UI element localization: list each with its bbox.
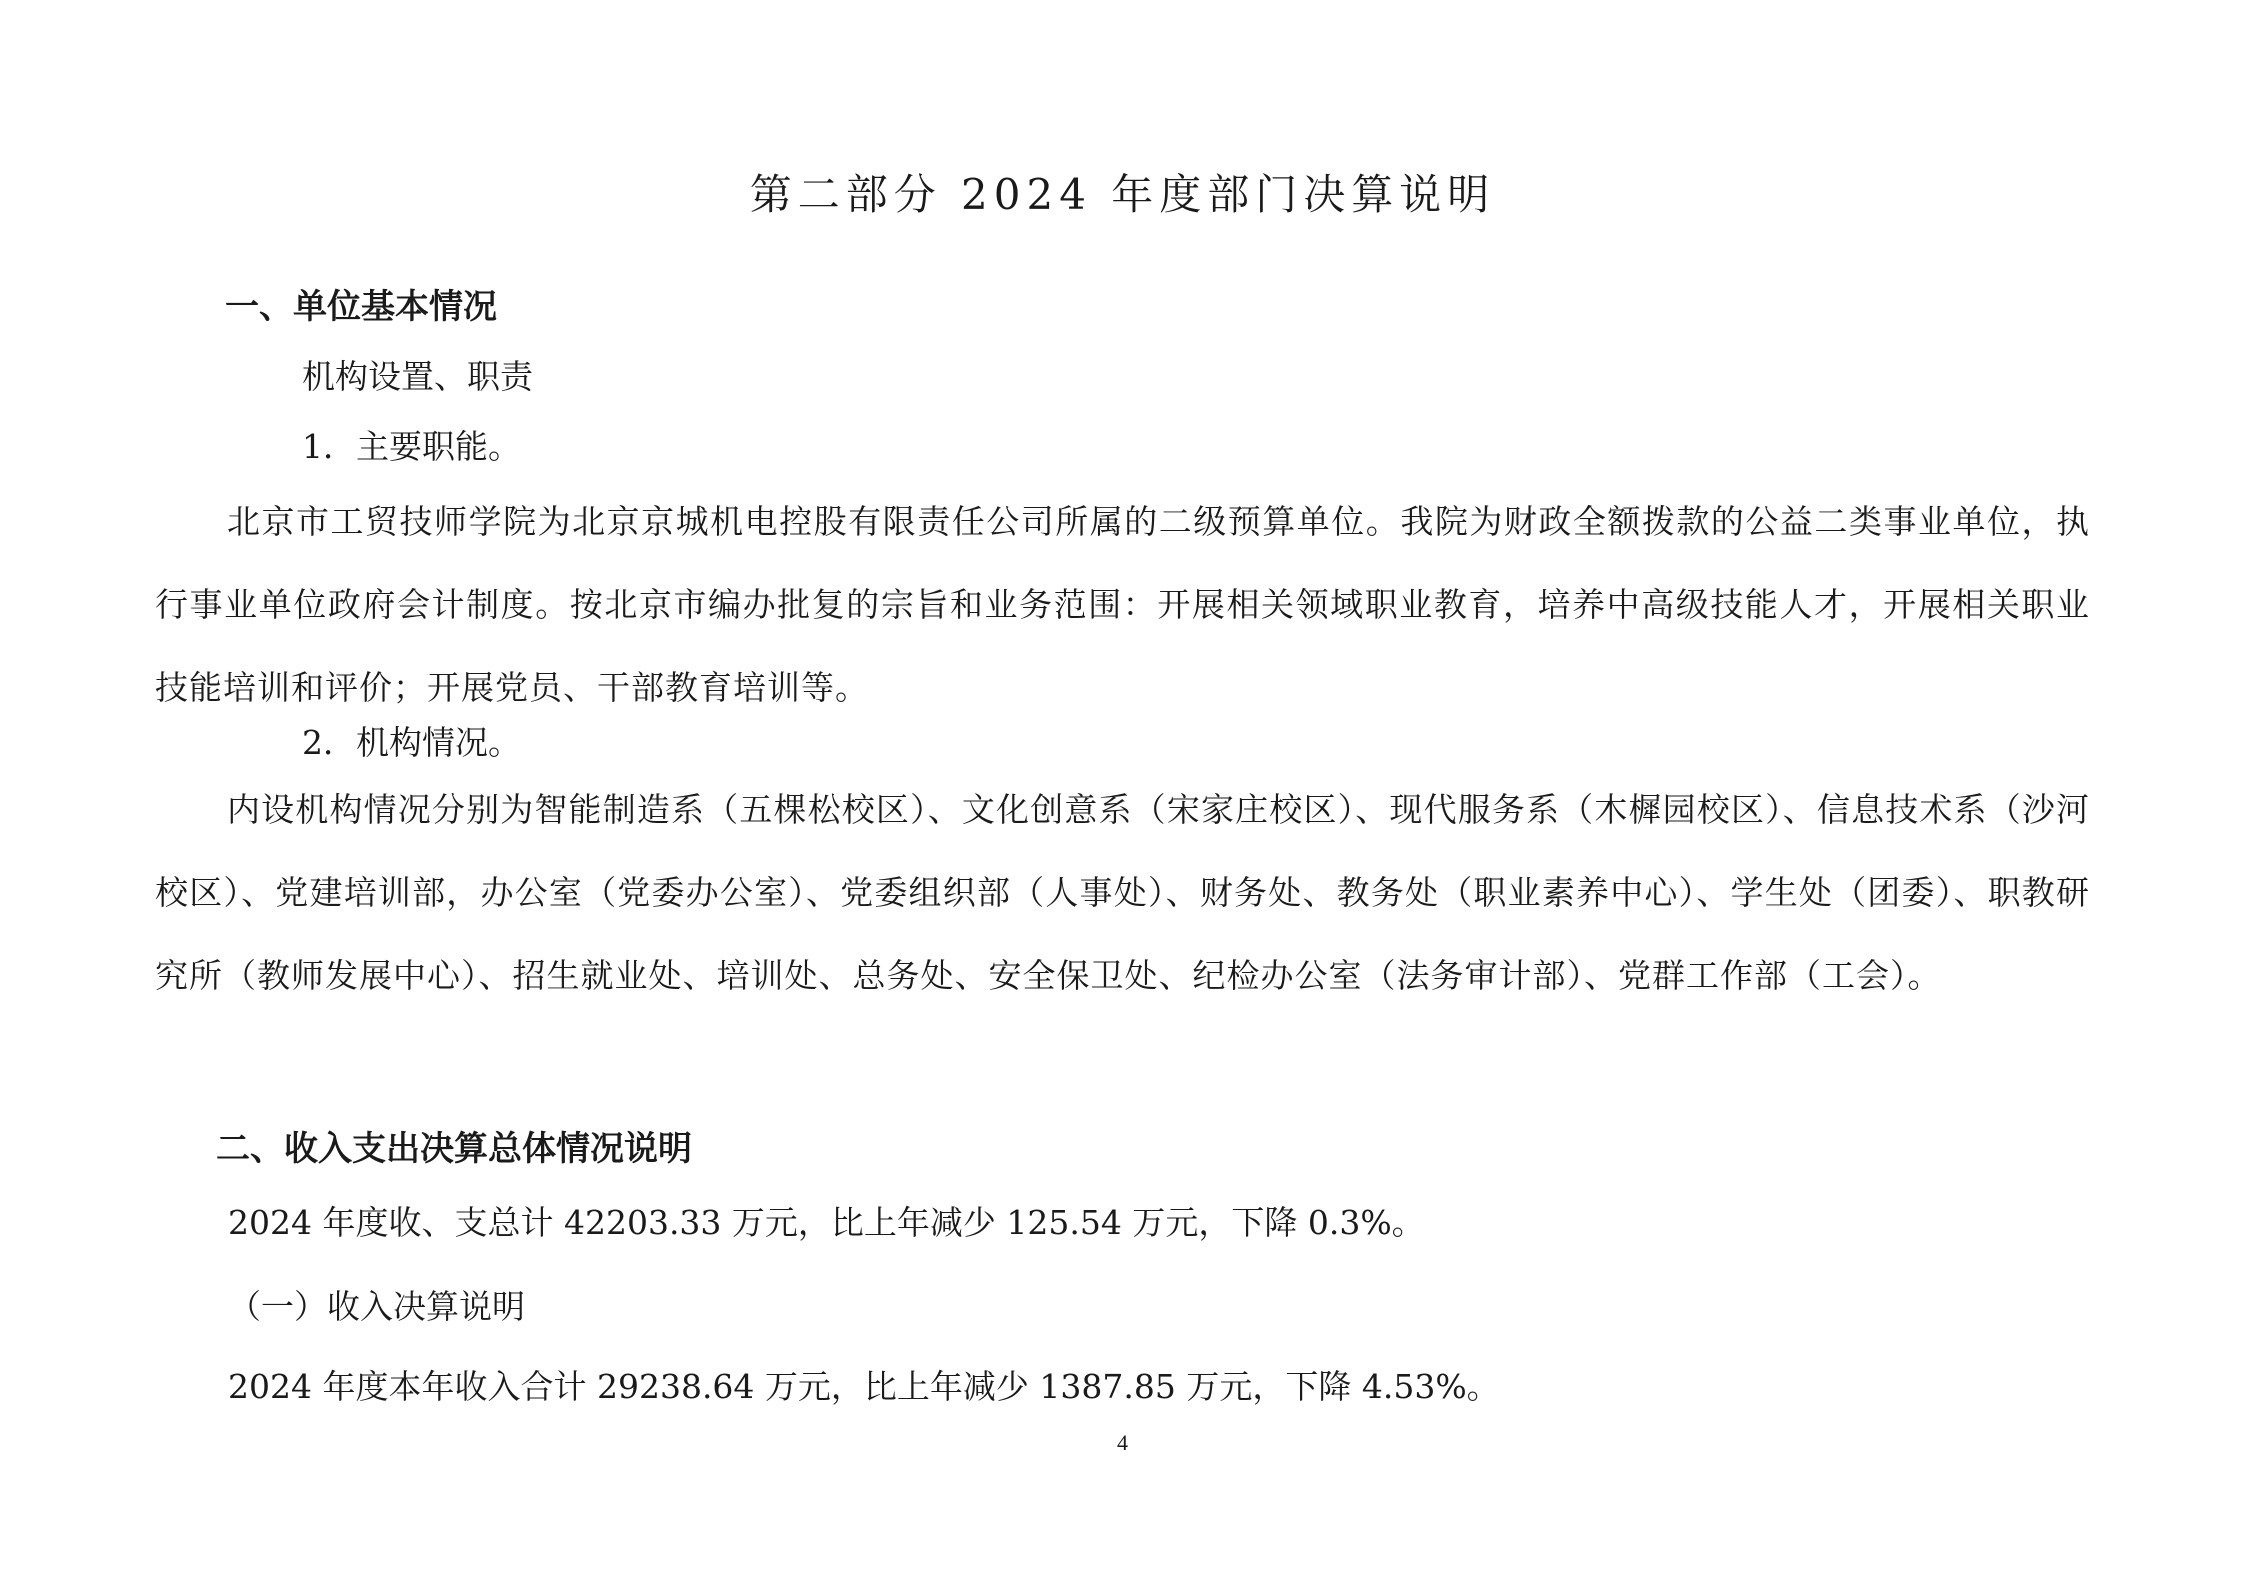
section-heading-income-expense: 二、收入支出决算总体情况说明 xyxy=(216,1129,692,1169)
item-label-main-functions: 1．主要职能。 xyxy=(302,427,521,466)
subheading-org-setup: 机构设置、职责 xyxy=(302,357,533,396)
paragraph-main-functions: 北京市工贸技师学院为北京京城机电控股有限责任公司所属的二级预算单位。我院为财政全额拨款的公益二类事业单位，执行事业单位政府会计制度。按北京市编办批复的宗旨和业务范围：开展相关领域职业教育，培养中高级技能人才，开展相关职业技能培训和评价；开展党员、干部教育培训等。 xyxy=(155,502,2090,707)
page-title: 第二部分 2024 年度部门决算说明 xyxy=(749,170,1496,219)
paragraph-org-status: 内设机构情况分别为智能制造系（五棵松校区）、文化创意系（宋家庄校区）、现代服务系（木樨园校区）、信息技术系（沙河校区）、党建培训部，办公室（党委办公室）、党委组织部（人事处）、财务处、教务处（职业素养中心）、学生处（团委）、职教研究所（教师发展中心）、招生就业处、培训处、总务处、安全保卫处、纪检办公室（法务审计部）、党群工作部（工会）。 xyxy=(155,790,2090,995)
paragraph-income-summary: 2024 年度本年收入合计 29238.64 万元，比上年减少 1387.85 万元，下降 4.53%。 xyxy=(228,1367,1500,1406)
page-number: 4 xyxy=(1117,1430,1128,1455)
subheading-income-explanation: （一）收入决算说明 xyxy=(228,1287,525,1326)
section-heading-basic-info: 一、单位基本情况 xyxy=(225,287,497,327)
item-label-org-status: 2．机构情况。 xyxy=(302,723,521,762)
paragraph-total-summary: 2024 年度收、支总计 42203.33 万元，比上年减少 125.54 万元，下降 0.3%。 xyxy=(228,1203,1425,1242)
